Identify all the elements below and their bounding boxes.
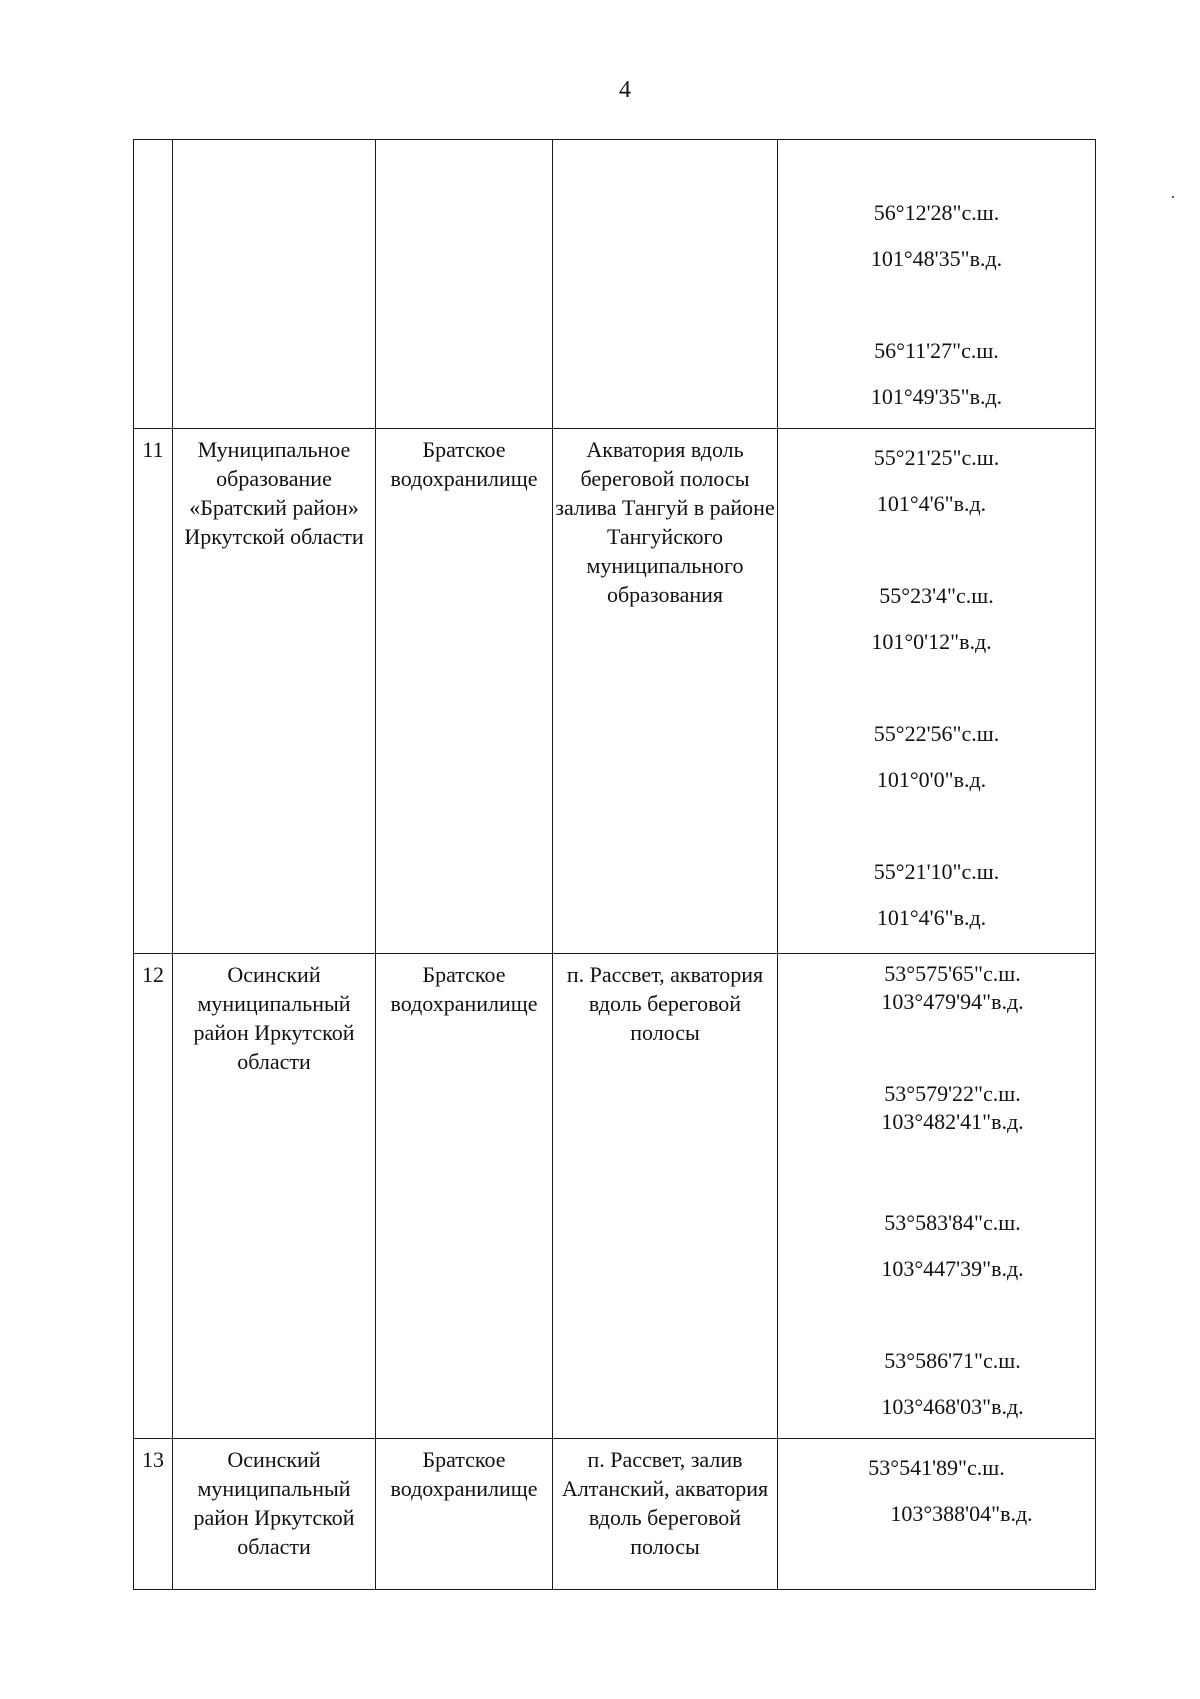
description-cell — [553, 140, 778, 429]
latitude: 55°21'25"с.ш. — [873, 445, 1000, 470]
coordinates-cell — [778, 140, 1096, 429]
latitude: 55°21'10"с.ш. — [873, 859, 1000, 884]
longitude: 103°388'04"в.д. — [890, 1501, 1033, 1526]
table-row — [134, 1439, 1096, 1590]
coordinate-pair — [778, 960, 1095, 1016]
longitude: 103°447'39"в.д. — [881, 1256, 1024, 1281]
municipality-text: Осинский муниципальный район Иркутской области — [193, 1447, 355, 1559]
water-object-text: Братское водохранилище — [390, 962, 538, 1016]
longitude: 101°4'6"в.д. — [876, 491, 987, 516]
coordinate-pair — [778, 1200, 1095, 1292]
longitude: 101°48'35"в.д. — [870, 246, 1003, 271]
description-cell — [553, 429, 778, 954]
coordinate-pair — [778, 1338, 1095, 1430]
page-number: 4 — [619, 77, 631, 103]
row-number-cell — [134, 429, 173, 954]
municipality-cell — [173, 429, 376, 954]
row-number: 11 — [142, 437, 164, 462]
latitude: 56°11'27"с.ш. — [874, 338, 999, 363]
coordinate-pair — [778, 328, 1095, 420]
longitude: 103°468'03"в.д. — [881, 1394, 1024, 1419]
coordinate-pair — [778, 1445, 1095, 1537]
coordinate-pair — [778, 849, 1095, 941]
table-row — [134, 140, 1096, 429]
description-text: п. Рассвет, залив Алтанский, акватория вдоль береговой полосы — [561, 1447, 769, 1559]
coordinate-pair — [778, 1080, 1095, 1136]
water-object-text: Братское водохранилище — [390, 437, 538, 491]
description-text — [553, 140, 777, 146]
table-row — [134, 429, 1096, 954]
water-object-text — [376, 140, 552, 146]
municipality-text: Муниципальное образование «Братский район» Иркутской области — [184, 437, 364, 549]
row-number-cell — [134, 954, 173, 1439]
row-number: 12 — [142, 962, 164, 987]
water-object-cell — [376, 954, 553, 1439]
latitude: 55°22'56"с.ш. — [873, 721, 1000, 746]
coordinate-pair — [778, 435, 1095, 527]
water-object-cell — [376, 429, 553, 954]
coordinate-pair — [778, 573, 1095, 665]
latitude: 53°575'65"с.ш. — [884, 961, 1021, 986]
water-object-cell — [376, 140, 553, 429]
municipality-text: Осинский муниципальный район Иркутской области — [193, 962, 355, 1074]
coordinate-pair — [778, 711, 1095, 803]
row-number — [134, 140, 173, 429]
latitude: 53°586'71"с.ш. — [884, 1348, 1021, 1373]
coordinates-table — [133, 139, 1096, 1590]
table-row — [134, 954, 1096, 1439]
longitude: 103°479'94"в.д. — [881, 989, 1024, 1014]
municipality-cell — [173, 140, 376, 429]
latitude: 53°541'89"с.ш. — [868, 1455, 1005, 1480]
latitude: 55°23'4"с.ш. — [879, 583, 994, 608]
latitude: 53°579'22"с.ш. — [884, 1081, 1021, 1106]
water-object-text: Братское водохранилище — [390, 1447, 538, 1501]
longitude: 101°49'35"в.д. — [870, 384, 1003, 409]
municipality-cell — [173, 954, 376, 1439]
coordinates-cell — [778, 954, 1096, 1439]
description-text: п. Рассвет, акватория вдоль береговой полосы — [566, 962, 764, 1045]
row-number: 13 — [142, 1447, 164, 1472]
coordinate-pair — [778, 190, 1095, 282]
description-cell — [553, 1439, 778, 1590]
municipality-text — [173, 140, 375, 146]
longitude: 103°482'41"в.д. — [881, 1109, 1024, 1134]
municipality-cell — [173, 1439, 376, 1590]
coordinates-cell — [778, 429, 1096, 954]
description-cell — [553, 954, 778, 1439]
latitude: 56°12'28"с.ш. — [873, 200, 1000, 225]
scan-speck — [1172, 196, 1174, 198]
water-object-cell — [376, 1439, 553, 1590]
description-text: Акватория вдоль береговой полосы залива Тангуй в районе Тангуйского муниципального образования — [555, 437, 775, 607]
longitude: 101°0'0"в.д. — [876, 767, 987, 792]
row-number-cell — [134, 1439, 173, 1590]
coordinates-cell — [778, 1439, 1096, 1590]
longitude: 101°4'6"в.д. — [876, 905, 987, 930]
longitude: 101°0'12"в.д. — [871, 629, 992, 654]
latitude: 53°583'84"с.ш. — [884, 1210, 1021, 1235]
